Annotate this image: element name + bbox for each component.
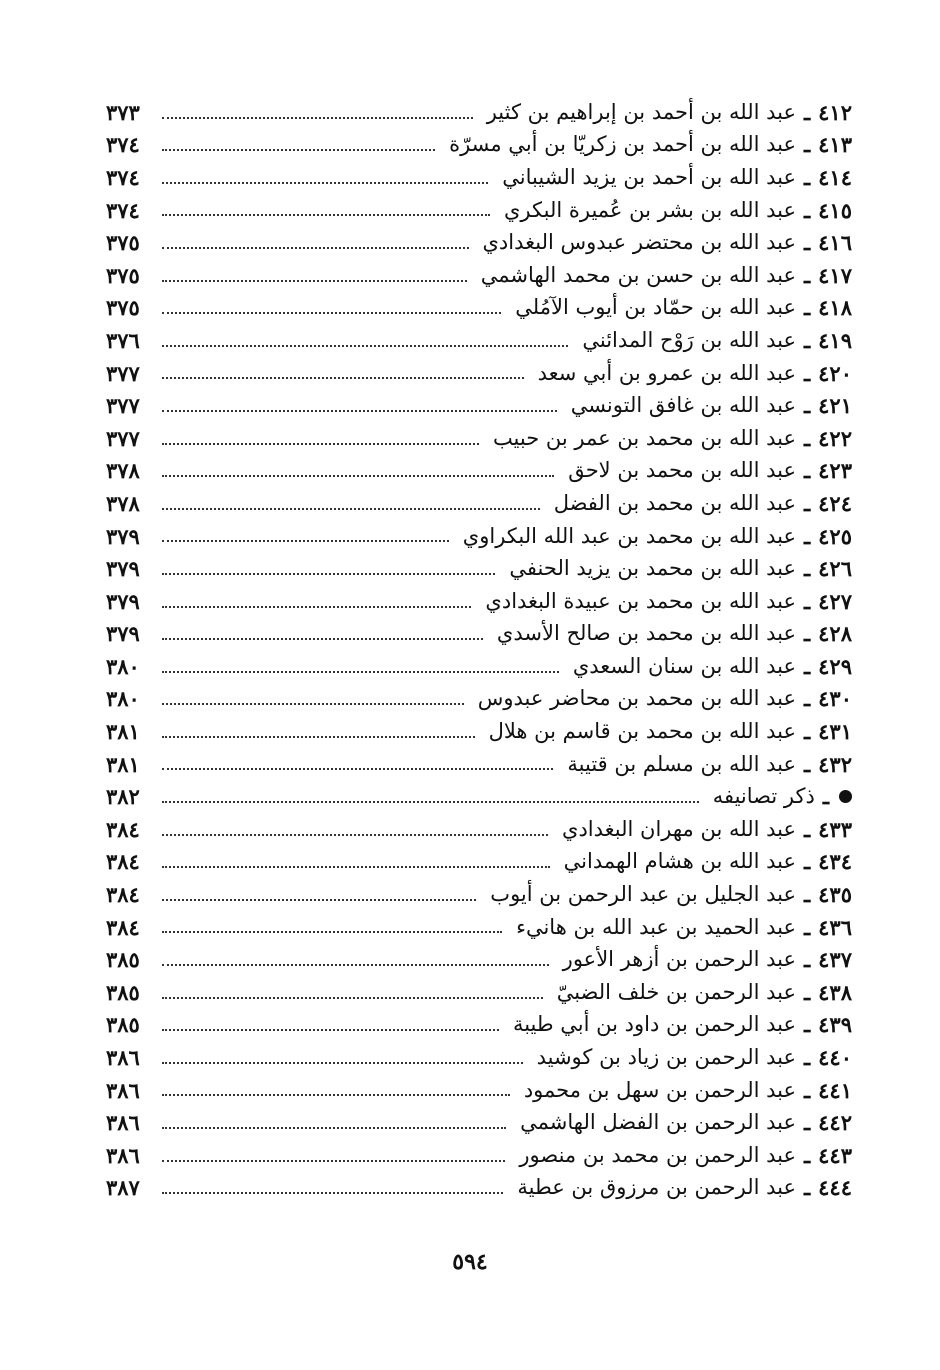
toc-entry bbox=[106, 520, 852, 553]
toc-entry bbox=[106, 846, 852, 879]
entry-title: عبد الرحمن بن الفضل الهاشمي bbox=[520, 1110, 796, 1135]
entry-page-number: ٣٨١ bbox=[106, 751, 140, 777]
entry-title: عبد الله بن محمد بن عبد الله البكراوي bbox=[462, 523, 796, 548]
toc-entry bbox=[106, 194, 852, 227]
entry-separator: ـ bbox=[804, 164, 811, 190]
toc-entry bbox=[106, 780, 852, 813]
entry-number: ٤٢٣ bbox=[818, 458, 852, 484]
entry-number: ٤٢٤ bbox=[818, 490, 852, 516]
toc-entry bbox=[106, 389, 852, 422]
entry-number: ٤٢٨ bbox=[818, 621, 852, 647]
entry-title: عبد الله بن سنان السعدي bbox=[572, 653, 796, 678]
dot-leader bbox=[162, 931, 502, 933]
entry-page-number: ٣٨٤ bbox=[106, 882, 140, 908]
entry-number: ٤٤٤ bbox=[818, 1175, 852, 1201]
dot-leader bbox=[162, 1094, 510, 1096]
entry-page-number: ٣٧٨ bbox=[106, 490, 140, 516]
entry-separator: ـ bbox=[804, 1175, 811, 1201]
entry-number: ٤٣٥ bbox=[818, 882, 852, 908]
table-of-contents bbox=[106, 96, 852, 1204]
toc-entry bbox=[106, 715, 852, 748]
toc-entry bbox=[106, 813, 852, 846]
toc-entry bbox=[106, 1139, 852, 1172]
dot-leader bbox=[162, 443, 479, 445]
dot-leader bbox=[162, 964, 549, 966]
entry-page-number: ٣٧٥ bbox=[106, 230, 140, 256]
dot-leader bbox=[162, 866, 550, 868]
entry-separator: ـ bbox=[804, 914, 811, 940]
entry-separator: ـ bbox=[804, 556, 811, 582]
toc-entry bbox=[106, 618, 852, 651]
entry-page-number: ٣٧٦ bbox=[106, 327, 140, 353]
dot-leader bbox=[162, 1192, 503, 1194]
entry-title: عبد الله بن أحمد بن إبراهيم بن كثير bbox=[486, 99, 796, 124]
entry-number: ٤٣٣ bbox=[818, 816, 852, 842]
entry-page-number: ٣٧٥ bbox=[106, 262, 140, 288]
entry-title: عبد الله بن محمد بن الفضل bbox=[553, 490, 796, 515]
entry-page-number: ٣٨٧ bbox=[106, 1175, 140, 1201]
dot-leader bbox=[162, 1160, 505, 1162]
entry-separator: ـ bbox=[804, 751, 811, 777]
toc-entry bbox=[106, 683, 852, 716]
toc-entry bbox=[106, 487, 852, 520]
dot-leader bbox=[162, 540, 449, 542]
entry-page-number: ٣٨٤ bbox=[106, 914, 140, 940]
toc-entry bbox=[106, 976, 852, 1009]
entry-separator: ـ bbox=[804, 393, 811, 419]
entry-title: عبد الله بن أحمد بن يزيد الشيباني bbox=[502, 164, 796, 189]
entry-title: عبد الله بن محمد بن لاحق bbox=[568, 458, 796, 483]
entry-title: عبد الله بن عمرو بن أبي سعد bbox=[537, 360, 796, 385]
dot-leader bbox=[162, 1127, 506, 1129]
dot-leader bbox=[162, 280, 467, 282]
entry-separator: ـ bbox=[804, 1045, 811, 1071]
entry-number: ٤٢٩ bbox=[818, 653, 852, 679]
entry-number: ٤١٣ bbox=[818, 132, 852, 158]
entry-title: عبد الله بن غافق التونسي bbox=[570, 393, 796, 418]
entry-page-number: ٣٧٤ bbox=[106, 164, 140, 190]
entry-separator: ـ bbox=[804, 686, 811, 712]
entry-title: عبد الرحمن بن محمد بن منصور bbox=[519, 1142, 796, 1167]
toc-entry bbox=[106, 1106, 852, 1139]
entry-separator: ـ bbox=[804, 621, 811, 647]
entry-title: عبد الله بن محمد بن عمر بن حبيب bbox=[492, 425, 796, 450]
dot-leader bbox=[162, 573, 495, 575]
entry-number: ٤٣٤ bbox=[818, 849, 852, 875]
entry-number: ٤٢٦ bbox=[818, 556, 852, 582]
entry-number: ٤٤١ bbox=[818, 1077, 852, 1103]
entry-title: عبد الله بن محمد بن صالح الأسدي bbox=[496, 621, 796, 646]
entry-page-number: ٣٧٩ bbox=[106, 556, 140, 582]
entry-page-number: ٣٨٥ bbox=[106, 1012, 140, 1038]
entry-title: عبد الله بن محمد بن محاضر عبدوس bbox=[477, 686, 796, 711]
entry-separator: ـ bbox=[804, 1012, 811, 1038]
toc-entry bbox=[106, 650, 852, 683]
entry-page-number: ٣٨٤ bbox=[106, 849, 140, 875]
entry-separator: ـ bbox=[822, 784, 829, 810]
entry-title: عبد الله بن مسلم بن قتيبة bbox=[567, 751, 796, 776]
entry-page-number: ٣٧٤ bbox=[106, 132, 140, 158]
entry-page-number: ٣٨٥ bbox=[106, 947, 140, 973]
entry-title: عبد الله بن أحمد بن زكريّا بن أبي مسرّة bbox=[449, 132, 796, 157]
entry-page-number: ٣٨٠ bbox=[106, 686, 140, 712]
entry-number: ٤١٥ bbox=[818, 197, 852, 223]
entry-number: ٤٢٥ bbox=[818, 523, 852, 549]
entry-title: ذكر تصانيفه bbox=[712, 784, 815, 809]
entry-number: ٤١٧ bbox=[818, 262, 852, 288]
entry-page-number: ٣٨٦ bbox=[106, 1045, 140, 1071]
entry-number: ٤١٩ bbox=[818, 327, 852, 353]
entry-page-number: ٣٨٦ bbox=[106, 1077, 140, 1103]
toc-entry bbox=[106, 878, 852, 911]
entry-separator: ـ bbox=[804, 327, 811, 353]
entry-page-number: ٣٧٧ bbox=[106, 360, 140, 386]
dot-leader bbox=[162, 117, 473, 119]
entry-separator: ـ bbox=[804, 979, 811, 1005]
entry-separator: ـ bbox=[804, 719, 811, 745]
entry-page-number: ٣٧٩ bbox=[106, 621, 140, 647]
dot-leader bbox=[162, 606, 471, 608]
toc-entry bbox=[106, 1041, 852, 1074]
entry-separator: ـ bbox=[804, 230, 811, 256]
toc-entry bbox=[106, 911, 852, 944]
dot-leader bbox=[162, 247, 469, 249]
entry-number: ٤١٤ bbox=[818, 164, 852, 190]
entry-page-number: ٣٨٦ bbox=[106, 1110, 140, 1136]
entry-page-number: ٣٨٥ bbox=[106, 979, 140, 1005]
entry-number: ٤٤٠ bbox=[818, 1045, 852, 1071]
toc-entry bbox=[106, 96, 852, 129]
entry-page-number: ٣٨٠ bbox=[106, 653, 140, 679]
entry-number: ٤١٢ bbox=[818, 99, 852, 125]
entry-number: ٤٢٧ bbox=[818, 588, 852, 614]
entry-separator: ـ bbox=[804, 588, 811, 614]
entry-separator: ـ bbox=[804, 458, 811, 484]
entry-separator: ـ bbox=[804, 490, 811, 516]
entry-separator: ـ bbox=[804, 197, 811, 223]
toc-entry bbox=[106, 1074, 852, 1107]
entry-title: عبد الله بن رَوْح المدائني bbox=[582, 327, 796, 352]
bullet-icon bbox=[839, 790, 852, 803]
entry-number: ٤٣١ bbox=[818, 719, 852, 745]
page-number: ٥٩٤ bbox=[452, 1249, 488, 1275]
entry-separator: ـ bbox=[804, 99, 811, 125]
entry-title: عبد الرحمن بن مرزوق بن عطية bbox=[517, 1175, 796, 1200]
entry-title: عبد الله بن بشر بن عُميرة البكري bbox=[503, 197, 796, 222]
entry-page-number: ٣٧٥ bbox=[106, 295, 140, 321]
dot-leader bbox=[162, 410, 557, 412]
dot-leader bbox=[162, 182, 488, 184]
dot-leader bbox=[162, 508, 540, 510]
entry-separator: ـ bbox=[804, 882, 811, 908]
entry-separator: ـ bbox=[804, 360, 811, 386]
entry-title: عبد الجليل بن عبد الرحمن بن أيوب bbox=[490, 882, 796, 907]
entry-title: عبد الله بن محمد بن قاسم بن هلال bbox=[488, 719, 796, 744]
entry-separator: ـ bbox=[804, 947, 811, 973]
entry-title: عبد الرحمن بن داود بن أبي طيبة bbox=[512, 1012, 796, 1037]
toc-entry bbox=[106, 455, 852, 488]
toc-entry bbox=[106, 748, 852, 781]
toc-entry bbox=[106, 324, 852, 357]
toc-entry bbox=[106, 357, 852, 390]
dot-leader bbox=[162, 377, 524, 379]
dot-leader bbox=[162, 1029, 499, 1031]
dot-leader bbox=[162, 703, 464, 705]
entry-number: ٤٤٣ bbox=[818, 1142, 852, 1168]
entry-number: ٤١٨ bbox=[818, 295, 852, 321]
toc-entry bbox=[106, 422, 852, 455]
entry-page-number: ٣٨٢ bbox=[106, 784, 140, 810]
entry-page-number: ٣٨١ bbox=[106, 719, 140, 745]
entry-number: ٤٤٢ bbox=[818, 1110, 852, 1136]
entry-number: ٤٣٠ bbox=[818, 686, 852, 712]
entry-separator: ـ bbox=[804, 132, 811, 158]
entry-title: عبد الحميد بن عبد الله بن هانيء bbox=[516, 914, 796, 939]
entry-number: ٤٣٦ bbox=[818, 914, 852, 940]
dot-leader bbox=[162, 671, 559, 673]
entry-page-number: ٣٧٧ bbox=[106, 425, 140, 451]
toc-entry bbox=[106, 943, 852, 976]
dot-leader bbox=[162, 1062, 523, 1064]
entry-page-number: ٣٨٦ bbox=[106, 1142, 140, 1168]
entry-title: عبد الله بن هشام الهمداني bbox=[563, 849, 796, 874]
entry-separator: ـ bbox=[804, 523, 811, 549]
dot-leader bbox=[162, 149, 435, 151]
dot-leader bbox=[162, 997, 543, 999]
entry-separator: ـ bbox=[804, 653, 811, 679]
entry-number: ٤٣٢ bbox=[818, 751, 852, 777]
entry-number: ٤٢٢ bbox=[818, 425, 852, 451]
entry-title: عبد الله بن محمد بن يزيد الحنفي bbox=[509, 556, 796, 581]
entry-separator: ـ bbox=[804, 425, 811, 451]
entry-title: عبد الله بن محمد بن عبيدة البغدادي bbox=[485, 588, 796, 613]
entry-number: ٤٢٠ bbox=[818, 360, 852, 386]
entry-page-number: ٣٧٣ bbox=[106, 99, 140, 125]
dot-leader bbox=[162, 475, 554, 477]
dot-leader bbox=[162, 312, 501, 314]
dot-leader bbox=[162, 214, 490, 216]
toc-entry bbox=[106, 585, 852, 618]
entry-number: ٤٣٨ bbox=[818, 979, 852, 1005]
entry-number: ٤٣٩ bbox=[818, 1012, 852, 1038]
entry-page-number: ٣٧٧ bbox=[106, 393, 140, 419]
toc-entry bbox=[106, 292, 852, 325]
entry-page-number: ٣٨٤ bbox=[106, 816, 140, 842]
dot-leader bbox=[162, 345, 568, 347]
toc-entry bbox=[106, 129, 852, 162]
entry-title: عبد الرحمن بن سهل بن محمود bbox=[523, 1077, 796, 1102]
toc-entry bbox=[106, 226, 852, 259]
toc-entry bbox=[106, 259, 852, 292]
entry-separator: ـ bbox=[804, 262, 811, 288]
entry-title: عبد الرحمن بن زياد بن كوشيد bbox=[536, 1045, 796, 1070]
entry-separator: ـ bbox=[804, 295, 811, 321]
entry-page-number: ٣٧٩ bbox=[106, 523, 140, 549]
toc-entry bbox=[106, 161, 852, 194]
entry-separator: ـ bbox=[804, 1142, 811, 1168]
entry-separator: ـ bbox=[804, 816, 811, 842]
entry-page-number: ٣٧٩ bbox=[106, 588, 140, 614]
entry-separator: ـ bbox=[804, 1077, 811, 1103]
entry-separator: ـ bbox=[804, 1110, 811, 1136]
entry-number: ٤٣٧ bbox=[818, 947, 852, 973]
entry-title: عبد الله بن محتضر عبدوس البغدادي bbox=[482, 230, 796, 255]
entry-page-number: ٣٧٨ bbox=[106, 458, 140, 484]
entry-number: ٤٢١ bbox=[818, 393, 852, 419]
dot-leader bbox=[162, 899, 476, 901]
dot-leader bbox=[162, 834, 548, 836]
dot-leader bbox=[162, 801, 699, 803]
entry-title: عبد الله بن حسن بن محمد الهاشمي bbox=[480, 262, 796, 287]
entry-title: عبد الله بن حمّاد بن أيوب الآمُلي bbox=[515, 295, 796, 320]
toc-entry bbox=[106, 1172, 852, 1205]
entry-page-number: ٣٧٤ bbox=[106, 197, 140, 223]
entry-title: عبد الرحمن بن خلف الضبيّ bbox=[556, 979, 796, 1004]
dot-leader bbox=[162, 638, 483, 640]
dot-leader bbox=[162, 736, 475, 738]
toc-entry bbox=[106, 552, 852, 585]
entry-title: عبد الرحمن بن أزهر الأعور bbox=[562, 947, 796, 972]
dot-leader bbox=[162, 768, 553, 770]
toc-entry bbox=[106, 1009, 852, 1042]
entry-separator: ـ bbox=[804, 849, 811, 875]
entry-number: ٤١٦ bbox=[818, 230, 852, 256]
entry-title: عبد الله بن مهران البغدادي bbox=[562, 816, 796, 841]
